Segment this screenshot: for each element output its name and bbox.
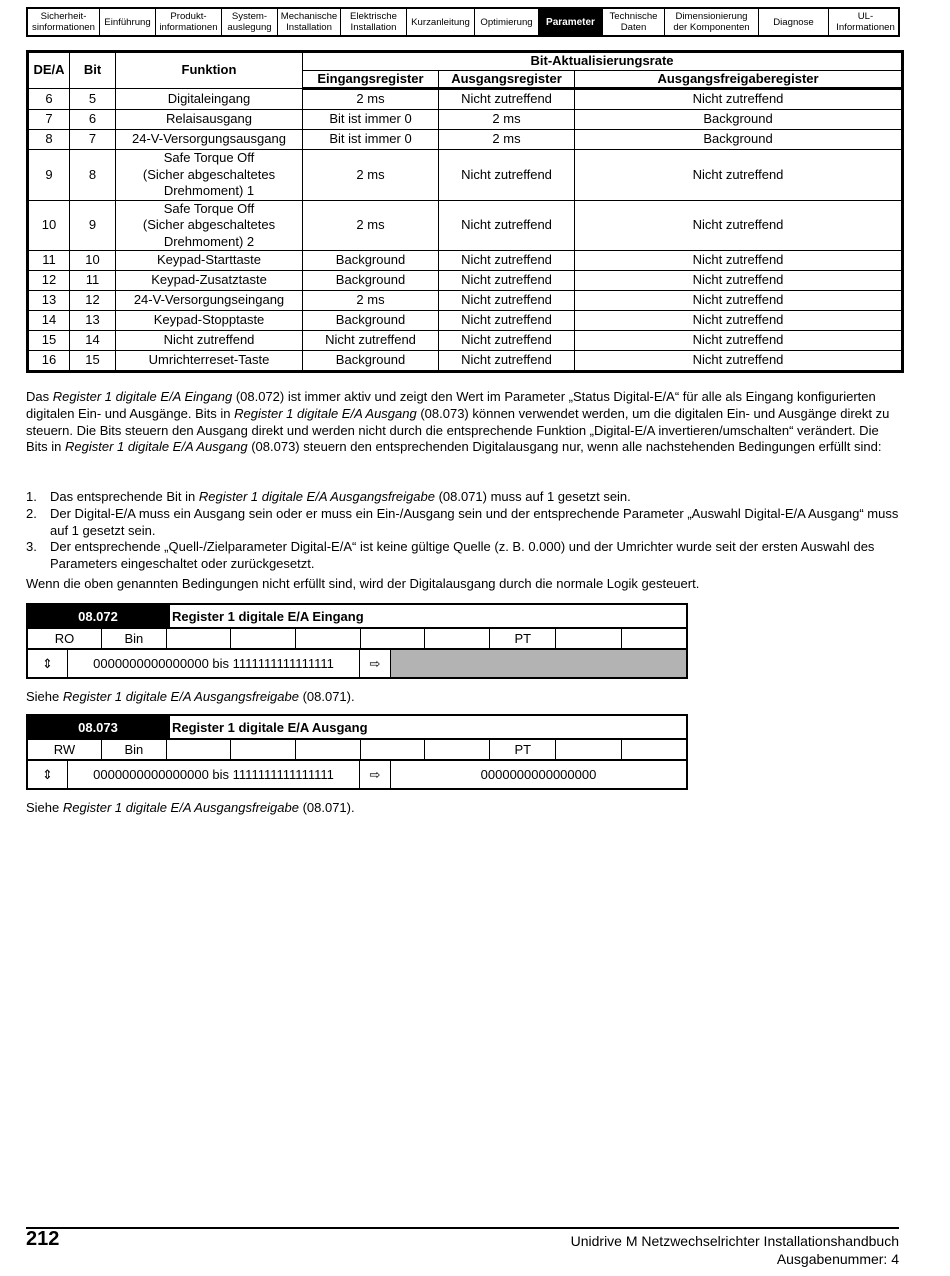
cell-funktion: Safe Torque Off (Sicher abgeschaltetes Drehmoment) 1 [116,150,303,201]
col-header-ausgang: Ausgangsregister [439,70,575,89]
condition-ref: Register 1 digitale E/A Ausgangsfreigabe [198,489,435,504]
param-attribute [425,740,490,759]
param-attribute: PT [490,629,556,648]
param-attribute: PT [490,740,556,759]
cell-de-a: 6 [28,89,70,110]
parameter-box-08-073 [26,714,688,790]
cell-funktion: Umrichterreset-Taste [116,351,303,372]
nav-tab-4[interactable]: Mechanische Installation [278,9,341,35]
bit-update-rate-table [26,50,904,373]
cell-eingang: 2 ms [303,150,439,201]
table-row [28,251,903,271]
cell-eingang: 2 ms [303,291,439,311]
table-row [28,291,903,311]
param-attribute [622,740,686,759]
cell-funktion: Keypad-Zusatztaste [116,271,303,291]
cell-bit: 5 [70,89,116,110]
document-title-text: Unidrive M Netzwechselrichter Installationshandbuch [570,1233,899,1249]
param-attribute [556,740,622,759]
cell-bit: 11 [70,271,116,291]
cell-bit: 15 [70,351,116,372]
parameter-range: 0000000000000000 bis 1111111111111111 [68,761,360,788]
parameter-default: 0000000000000000 [480,767,597,782]
cell-bit: 8 [70,150,116,201]
cell-eingang: Bit ist immer 0 [303,110,439,130]
param-attribute [361,629,426,648]
cell-ausgang: Nicht zutreffend [439,331,575,351]
issue-number: Ausgabenummer: 4 [776,1251,899,1267]
nav-tab-3[interactable]: System- auslegung [222,9,278,35]
cell-funktion: Safe Torque Off (Sicher abgeschaltetes Drehmoment) 2 [116,200,303,251]
cell-ausgang: Nicht zutreffend [439,89,575,110]
nav-tab-0[interactable]: Sicherheit- sinformationen [28,9,100,35]
table-row [28,311,903,331]
cell-ausgang: 2 ms [439,130,575,150]
cell-ausgang: Nicht zutreffend [439,150,575,201]
cell-freigabe: Background [575,130,903,150]
nav-tab-6[interactable]: Kurzanleitung [407,9,475,35]
cell-freigabe: Background [575,110,903,130]
cell-funktion: 24-V-Versorgungsausgang [116,130,303,150]
param-attribute [296,740,361,759]
condition-text: Das entsprechende Bit in [50,489,199,504]
nav-tab-12[interactable]: UL- Informationen [836,11,895,33]
col-header-eingang: Eingangsregister [303,70,439,89]
see-also-note [26,800,355,815]
table-row [28,110,903,130]
cell-eingang: Background [303,271,439,291]
see-also-ref: Register 1 digitale E/A Ausgangsfreigabe [62,800,299,815]
param-attribute [231,740,296,759]
nav-tab-10[interactable]: Dimensionierung der Komponenten [665,9,759,35]
param-attribute [167,740,231,759]
cell-freigabe: Nicht zutreffend [575,200,903,251]
cell-funktion: Relaisausgang [116,110,303,130]
table-row [28,331,903,351]
parameter-number: 08.072 [28,605,168,627]
cell-funktion: Digitaleingang [116,89,303,110]
cell-de-a: 16 [28,351,70,372]
page-number: 212 [26,1228,60,1250]
cell-freigabe: Nicht zutreffend [575,331,903,351]
param-attribute: RW [28,740,102,759]
cell-freigabe: Nicht zutreffend [575,351,903,372]
cell-freigabe: Nicht zutreffend [575,311,903,331]
nav-tab-11[interactable]: Diagnose [759,9,829,35]
cell-freigabe: Nicht zutreffend [575,271,903,291]
cell-de-a: 11 [28,251,70,271]
nav-tab-5[interactable]: Elektrische Installation [341,9,407,35]
cell-de-a: 7 [28,110,70,130]
param-attribute: RO [28,629,102,648]
condition-number: 2. [26,505,37,521]
parameter-name: Register 1 digitale E/A Eingang [168,605,686,627]
cell-funktion: Keypad-Starttaste [116,251,303,271]
cell-ausgang: 2 ms [439,110,575,130]
intro-paragraph: Das Register 1 digitale E/A Eingang (08.072) ist immer aktiv und zeigt den Wert im Parameter „Status Digital-E/A“ für alle als Eingang konfigurierten digitalen Ein- und Ausgänge. Bits in Register 1 digitale E/A Ausgang (08.073) können verwendet werden, um die digitalen Ein- und Ausgänge direkt zu steuern. Die Bits steuern den Ausgang direkt und werden nicht durch die entsprechende Funktion „Digital-E/A invertieren/umschalten“ verändert. Die Bits in Register 1 digitale E/A Ausgang (08.073) steuern den entsprechenden Digitalausgang nur, wenn alle nachstehenden Bedingungen erfüllt sind: [26,389,890,455]
cell-bit: 7 [70,130,116,150]
param-attribute [622,629,686,648]
condition-text-end: (08.071) muss auf 1 gesetzt sein. [434,489,631,504]
cell-de-a: 13 [28,291,70,311]
cell-de-a: 15 [28,331,70,351]
condition-number: 3. [26,539,37,555]
cell-funktion: Nicht zutreffend [116,331,303,351]
range-icon: ⇕ [28,761,68,788]
table-row [28,271,903,291]
cell-ausgang: Nicht zutreffend [439,271,575,291]
see-also-text: Siehe [26,800,63,815]
nav-tab-8[interactable]: Parameter [539,9,603,35]
range-icon: ⇕ [28,650,68,677]
cell-eingang: Background [303,351,439,372]
nav-tab-7[interactable]: Optimierung [475,9,539,35]
param-attribute [167,629,231,648]
cell-eingang: Background [303,311,439,331]
cell-ausgang: Nicht zutreffend [439,200,575,251]
cell-ausgang: Nicht zutreffend [439,311,575,331]
nav-tab-2[interactable]: Produkt- informationen [156,9,222,35]
col-header-bit: Bit [70,52,116,89]
cell-freigabe: Nicht zutreffend [575,291,903,311]
cell-eingang: 2 ms [303,200,439,251]
cell-freigabe: Nicht zutreffend [575,251,903,271]
document-title [571,1232,899,1268]
param-attribute [556,629,622,648]
cell-bit: 10 [70,251,116,271]
default-arrow-icon: ⇨ [360,761,391,788]
condition-item [26,506,902,540]
cell-freigabe: Nicht zutreffend [575,89,903,110]
cell-de-a: 9 [28,150,70,201]
parameter-name: Register 1 digitale E/A Ausgang [168,716,686,738]
cell-eingang: Bit ist immer 0 [303,130,439,150]
cell-de-a: 10 [28,200,70,251]
cell-de-a: 12 [28,271,70,291]
cell-bit: 13 [70,311,116,331]
cell-de-a: 14 [28,311,70,331]
param-attribute [296,629,361,648]
cell-ausgang: Nicht zutreffend [439,251,575,271]
cell-ausgang: Nicht zutreffend [439,351,575,372]
condition-text: Der Digital-E/A muss ein Ausgang sein oder er muss ein Ein-/Ausgang sein und der entsprechende Parameter „Auswahl Digital-E/A Ausgang“ muss auf 1 gesetzt sein. [50,505,899,538]
footer-rule [26,1227,899,1229]
chapter-navigation [26,7,900,37]
conditions-list [26,489,902,573]
table-row [28,130,903,150]
condition-item [26,489,902,506]
cell-ausgang: Nicht zutreffend [439,291,575,311]
cell-funktion: Keypad-Stopptaste [116,311,303,331]
see-also-end: (08.071). [298,800,355,815]
cell-bit: 14 [70,331,116,351]
cell-bit: 6 [70,110,116,130]
nav-tab-1[interactable]: Einführung [100,9,156,35]
table-row [28,200,903,251]
condition-text: Der entsprechende „Quell-/Zielparameter Digital-E/A“ ist keine gültige Quelle (z. B. 0.000) und der Umrichter wurde seit der ersten Auswahl des Parameters eingeschaltet oder zurückgesetzt. [50,539,875,572]
param-attribute: Bin [102,629,167,648]
table-row [28,89,903,110]
bit-table-container [26,50,901,373]
cell-eingang: Nicht zutreffend [303,331,439,351]
see-also-end: (08.071). [298,689,355,704]
cell-bit: 9 [70,200,116,251]
param-attribute [231,629,296,648]
param-attribute [361,740,426,759]
param-attribute [425,629,490,648]
parameter-number: 08.073 [28,716,168,738]
cell-bit: 12 [70,291,116,311]
table-row [28,150,903,201]
param-attribute: Bin [102,740,167,759]
parameter-default [391,650,686,677]
col-header-funktion: Funktion [116,52,303,89]
see-also-ref: Register 1 digitale E/A Ausgangsfreigabe [62,689,299,704]
default-arrow-icon: ⇨ [360,650,391,677]
cell-freigabe: Nicht zutreffend [575,150,903,201]
nav-tab-9[interactable]: Technische Daten [603,9,665,35]
table-row [28,351,903,372]
see-also-note [26,689,355,704]
parameter-box-08-072 [26,603,688,679]
cell-funktion: 24-V-Versorgungseingang [116,291,303,311]
after-conditions-text: Wenn die oben genannten Bedingungen nicht erfüllt sind, wird der Digitalausgang durch die normale Logik gesteuert. [26,576,700,591]
col-header-rate: Bit-Aktualisierungsrate [303,52,903,71]
col-header-freigabe: Ausgangsfreigaberegister [575,70,903,89]
condition-item [26,539,902,573]
cell-eingang: 2 ms [303,89,439,110]
see-also-text: Siehe [26,689,63,704]
cell-eingang: Background [303,251,439,271]
condition-number: 1. [26,489,37,504]
parameter-range: 0000000000000000 bis 1111111111111111 [68,650,360,677]
col-header-de-a: DE/A [28,52,70,89]
cell-de-a: 8 [28,130,70,150]
